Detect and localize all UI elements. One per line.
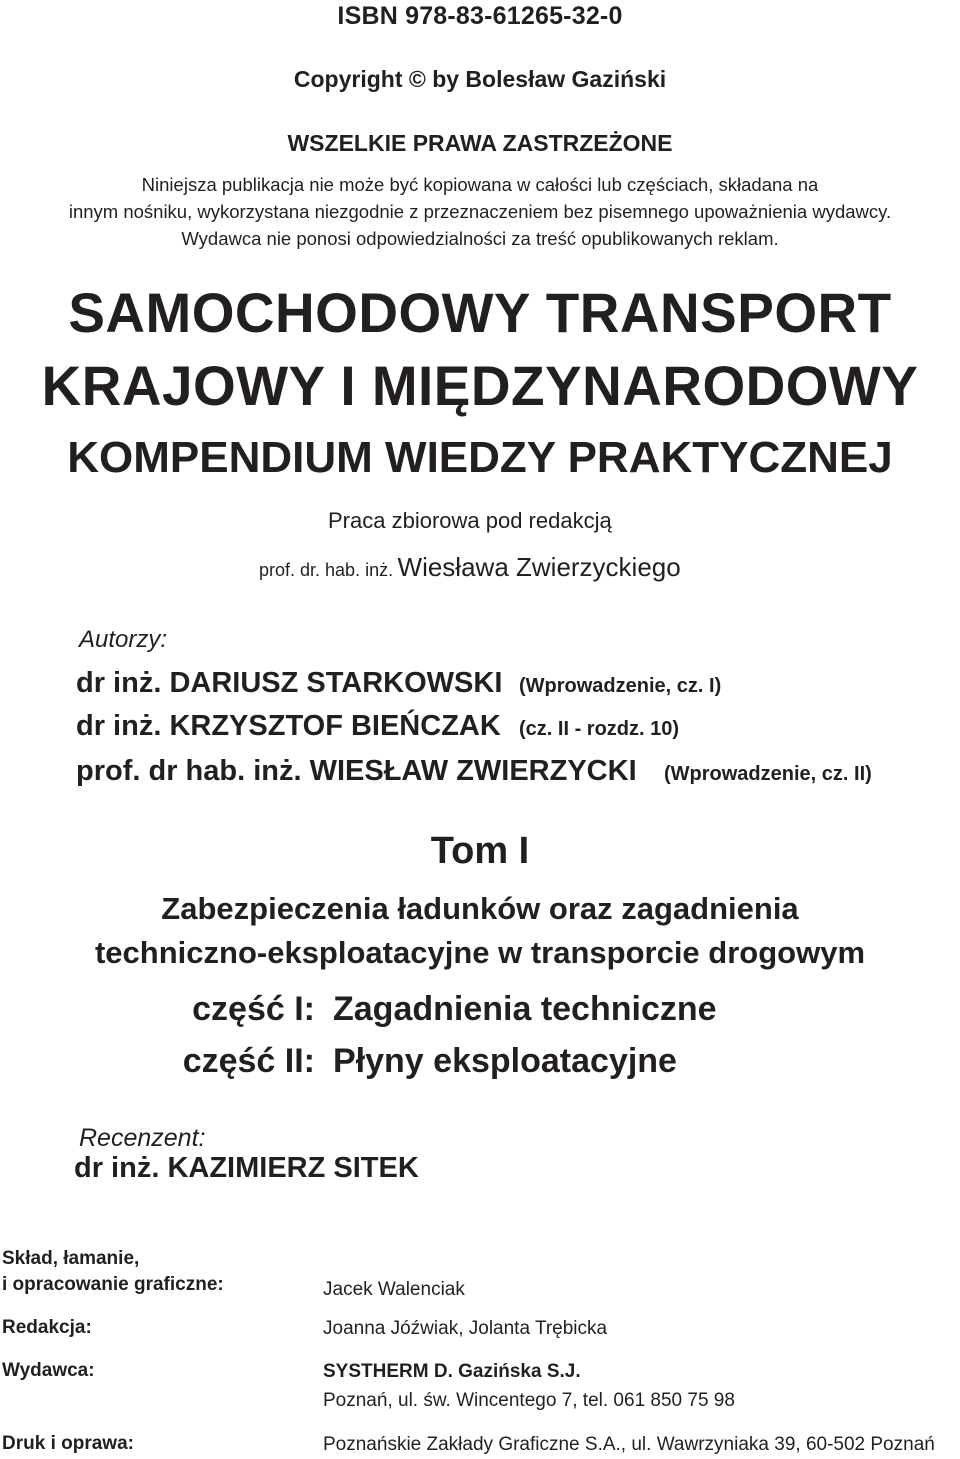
volume-title-line-1: Zabezpieczenia ładunków oraz zagadnienia: [161, 891, 799, 926]
reviewer-name: dr inż. KAZIMIERZ SITEK: [74, 1152, 419, 1184]
layout-credit-label: [2, 1246, 224, 1298]
rights-line: Niniejsza publikacja nie może być kopiowana w całości lub częściach, składana na: [141, 174, 819, 195]
authors-label: Autorzy:: [79, 626, 168, 653]
author-role: (Wprowadzenie, cz. II): [664, 763, 872, 785]
author-name: dr inż. DARIUSZ STARKOWSKI: [76, 667, 503, 699]
volume-title: [0, 887, 960, 975]
isbn: ISBN 978-83-61265-32-0: [337, 2, 623, 30]
main-title-line-1: SAMOCHODOWY TRANSPORT: [68, 281, 892, 344]
layout-credit-label-line-2: i opracowanie graficzne:: [2, 1274, 224, 1295]
publisher-label: Wydawca:: [2, 1360, 95, 1381]
part-row: [0, 1042, 960, 1086]
author-role: (Wprowadzenie, cz. I): [519, 675, 722, 697]
subtitle: KOMPENDIUM WIEDZY PRAKTYCZNEJ: [67, 433, 893, 482]
publisher-address: Poznań, ul. św. Wincentego 7, tel. 061 850 75 98: [323, 1390, 735, 1411]
author-row: [76, 710, 680, 743]
author-name: dr inż. KRZYSZTOF BIEŃCZAK: [76, 710, 501, 742]
print-credit-label: Druk i oprawa:: [2, 1433, 134, 1454]
part-label: część II:: [182, 1042, 315, 1080]
volume-label: Tom I: [430, 830, 530, 872]
copyright-notice: Copyright © by Bolesław Gaziński: [293, 66, 667, 92]
part-title: Płyny eksploatacyjne: [333, 1042, 677, 1080]
rights-line: innym nośniku, wykorzystana niezgodnie z przeznaczeniem bez pisemnego upoważnienia wydawcy.: [68, 201, 892, 222]
author-name: prof. dr hab. inż. WIESŁAW ZWIERZYCKI: [76, 755, 637, 787]
layout-credit-label-line-1: Skład, łamanie,: [2, 1248, 140, 1269]
editing-credit-label: Redakcja:: [2, 1317, 92, 1338]
rights-notice: [0, 171, 960, 252]
editorship-label: Praca zbiorowa pod redakcją: [328, 508, 612, 533]
rights-line: Wydawca nie ponosi odpowiedzialności za treść opublikowanych reklam.: [181, 228, 779, 249]
editor-name: Wiesława Zwierzyckiego: [397, 552, 681, 582]
print-credit-value: Poznańskie Zakłady Graficzne S.A., ul. Wawrzyniaka 39, 60-502 Poznań: [323, 1434, 935, 1455]
part-row: [0, 990, 960, 1034]
part-title: Zagadnienia techniczne: [333, 990, 717, 1028]
editing-credit-value: Joanna Jóźwiak, Jolanta Trębicka: [323, 1318, 608, 1339]
main-title-line-2: KRAJOWY I MIĘDZYNARODOWY: [41, 354, 919, 417]
rights-reserved-heading: WSZELKIE PRAWA ZASTRZEŻONE: [287, 130, 673, 156]
author-row: [76, 755, 872, 788]
editor-title: prof. dr. hab. inż.: [259, 560, 394, 580]
editor: [259, 552, 681, 583]
reviewer-label: Recenzent:: [79, 1124, 206, 1152]
layout-credit-value: Jacek Walenciak: [323, 1279, 465, 1300]
author-row: [76, 667, 722, 700]
volume-title-line-2: techniczno-eksploatacyjne w transporcie drogowym: [94, 935, 866, 970]
part-label: część I:: [192, 990, 315, 1028]
author-role: (cz. II - rozdz. 10): [519, 718, 680, 740]
publisher-name: SYSTHERM D. Gazińska S.J.: [323, 1361, 581, 1382]
